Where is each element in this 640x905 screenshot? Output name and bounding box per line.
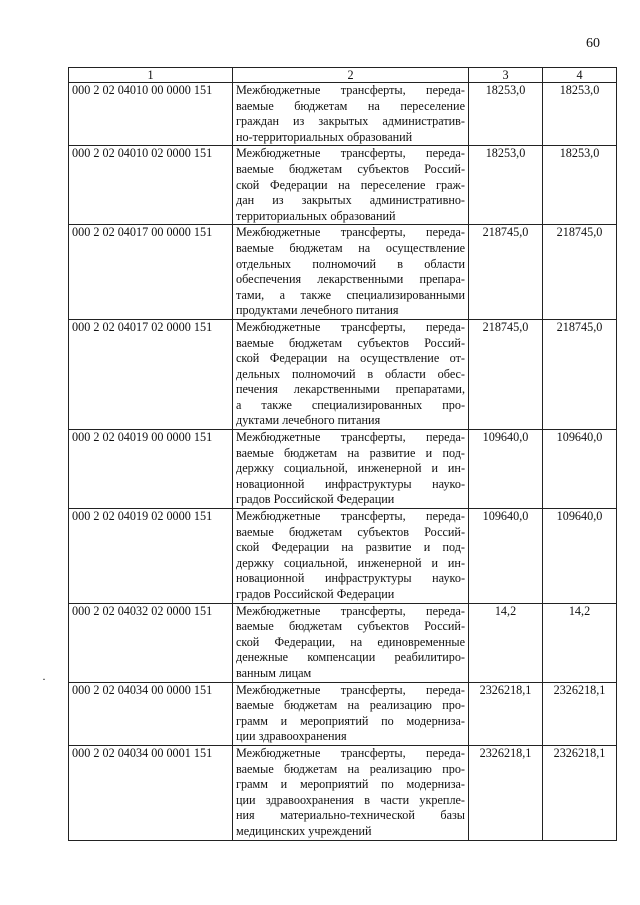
description-cell — [233, 509, 469, 604]
description-line: обеспечения лекарственными препара- — [236, 272, 465, 287]
page-number: 60 — [586, 36, 600, 51]
table-row — [69, 603, 617, 682]
budget-code-cell: 000 2 02 04032 02 0000 151 — [69, 603, 233, 682]
amount-col-3-cell: 109640,0 — [469, 509, 543, 604]
description-line: новационной инфраструктуры науко- — [236, 476, 465, 491]
budget-code-cell: 000 2 02 04017 02 0000 151 — [69, 319, 233, 429]
description-line: грамм и мероприятий по модерниза- — [236, 713, 465, 728]
description-cell — [233, 146, 469, 225]
description-line: ваемые бюджетам субъектов Россий- — [236, 161, 465, 176]
header-row — [69, 68, 617, 83]
description-line: ской Федерации на осуществление от- — [236, 351, 465, 366]
header-col-4: 4 — [543, 68, 617, 83]
amount-col-4-cell: 2326218,1 — [543, 745, 617, 840]
description-line: ваемые бюджетам субъектов Россий- — [236, 524, 465, 539]
budget-code-cell: 000 2 02 04017 00 0000 151 — [69, 225, 233, 320]
amount-col-3-cell: 2326218,1 — [469, 745, 543, 840]
budget-code-cell: 000 2 02 04034 00 0000 151 — [69, 682, 233, 745]
table-row — [69, 319, 617, 429]
amount-col-3-cell: 18253,0 — [469, 83, 543, 146]
table-row — [69, 225, 617, 320]
description-line: граждан из закрытых административ- — [236, 114, 465, 129]
description-line: ваемые бюджетам субъектов Россий- — [236, 619, 465, 634]
description-line: Межбюджетные трансферты, переда- — [236, 146, 465, 161]
amount-col-3-cell: 218745,0 — [469, 319, 543, 429]
header-col-2: 2 — [233, 68, 469, 83]
header-col-3: 3 — [469, 68, 543, 83]
amount-col-4-cell: 218745,0 — [543, 225, 617, 320]
description-line: ской Федерации на переселение граж- — [236, 177, 465, 192]
description-line: ваемые бюджетам субъектов Россий- — [236, 335, 465, 350]
description-line: Межбюджетные трансферты, переда- — [236, 430, 465, 445]
description-line: ваемые бюджетам на реализацию про- — [236, 761, 465, 776]
description-line: Межбюджетные трансферты, переда- — [236, 319, 465, 334]
description-line: но-территориальных образований — [236, 129, 413, 144]
description-line: отдельных полномочий в области — [236, 256, 465, 271]
description-line: дуктами лечебного питания — [236, 413, 381, 428]
amount-col-3-cell: 218745,0 — [469, 225, 543, 320]
description-line: продуктами лечебного питания — [236, 303, 399, 318]
description-line: печения лекарственными препаратами, — [236, 382, 465, 397]
amount-col-4-cell: 18253,0 — [543, 146, 617, 225]
description-line: а также специализированных про- — [236, 397, 465, 412]
table-row — [69, 682, 617, 745]
description-line: Межбюджетные трансферты, переда- — [236, 83, 465, 97]
table-row — [69, 83, 617, 146]
budget-code-cell: 000 2 02 04019 00 0000 151 — [69, 430, 233, 509]
description-line: новационной инфраструктуры науко- — [236, 571, 465, 586]
description-line: Межбюджетные трансферты, переда- — [236, 745, 465, 760]
description-line: дельных полномочий в области обес- — [236, 366, 465, 381]
header-col-1: 1 — [69, 68, 233, 83]
description-line: ции здравоохранения в части укрепле- — [236, 792, 465, 807]
budget-code-cell: 000 2 02 04034 00 0001 151 — [69, 745, 233, 840]
description-line: ваемые бюджетам на реализацию про- — [236, 698, 465, 713]
amount-col-3-cell: 2326218,1 — [469, 682, 543, 745]
budget-code-cell: 000 2 02 04010 00 0000 151 — [69, 83, 233, 146]
description-line: территориальных образований — [236, 208, 396, 223]
amount-col-4-cell: 18253,0 — [543, 83, 617, 146]
description-line: ваемые бюджетам на осуществление — [236, 240, 465, 255]
description-line: держку социальной, инженерной и ин- — [236, 555, 465, 570]
table-header — [69, 68, 617, 83]
description-line: держку социальной, инженерной и ин- — [236, 461, 465, 476]
description-line: грамм и мероприятий по модерниза- — [236, 777, 465, 792]
description-cell — [233, 430, 469, 509]
amount-col-4-cell: 109640,0 — [543, 509, 617, 604]
description-cell — [233, 682, 469, 745]
amount-col-4-cell: 109640,0 — [543, 430, 617, 509]
description-line: медицинских учреждений — [236, 823, 372, 838]
description-line: Межбюджетные трансферты, переда- — [236, 682, 465, 697]
table-row — [69, 430, 617, 509]
description-cell — [233, 225, 469, 320]
description-line: тами, а также специализированными — [236, 287, 465, 302]
table-row — [69, 509, 617, 604]
description-line: ваемые бюджетам на переселение — [236, 98, 465, 113]
description-line: ской Федерации на развитие и под- — [236, 540, 465, 555]
margin-dot: · — [42, 672, 46, 686]
description-line: ваемые бюджетам на развитие и под- — [236, 445, 465, 460]
budget-table — [68, 67, 617, 841]
description-line: дан из закрытых административно- — [236, 193, 465, 208]
description-line: денежные компенсации реабилитиро- — [236, 650, 465, 665]
table-row — [69, 745, 617, 840]
description-line: Межбюджетные трансферты, переда- — [236, 603, 465, 618]
description-cell — [233, 83, 469, 146]
description-line: градов Российской Федерации — [236, 492, 395, 507]
budget-code-cell: 000 2 02 04010 02 0000 151 — [69, 146, 233, 225]
amount-col-3-cell: 18253,0 — [469, 146, 543, 225]
amount-col-4-cell: 2326218,1 — [543, 682, 617, 745]
amount-col-4-cell: 14,2 — [543, 603, 617, 682]
description-cell — [233, 603, 469, 682]
description-line: ской Федерации, на единовременные — [236, 634, 465, 649]
table-body — [69, 83, 617, 841]
amount-col-3-cell: 109640,0 — [469, 430, 543, 509]
table-row — [69, 146, 617, 225]
amount-col-4-cell: 218745,0 — [543, 319, 617, 429]
description-cell — [233, 745, 469, 840]
budget-code-cell: 000 2 02 04019 02 0000 151 — [69, 509, 233, 604]
description-line: Межбюджетные трансферты, переда- — [236, 225, 465, 240]
description-cell — [233, 319, 469, 429]
description-line: ции здравоохранения — [236, 729, 347, 744]
description-line: ванным лицам — [236, 665, 312, 680]
amount-col-3-cell: 14,2 — [469, 603, 543, 682]
description-line: ния материально-технической базы — [236, 808, 465, 823]
description-line: градов Российской Федерации — [236, 587, 395, 601]
description-line: Межбюджетные трансферты, переда- — [236, 509, 465, 524]
